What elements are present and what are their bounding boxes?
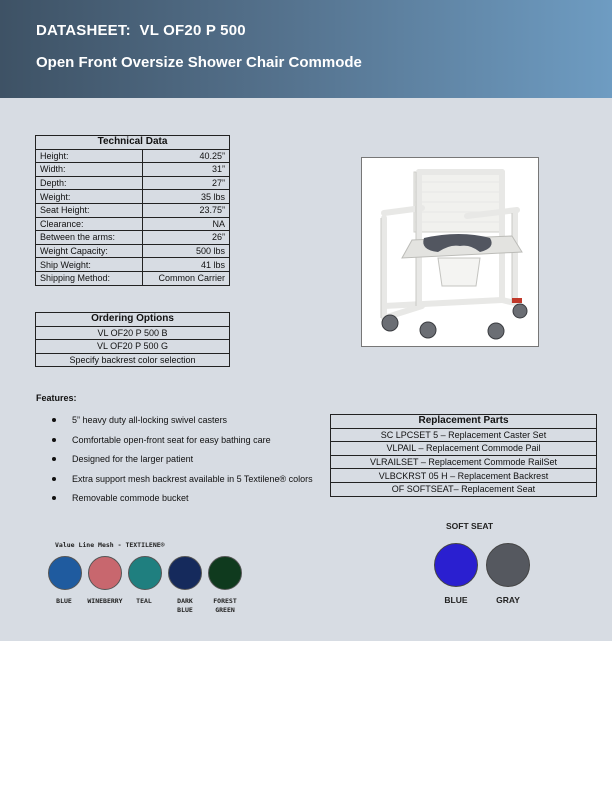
- replacement-part: VLPAIL – Replacement Commode Pail: [331, 442, 597, 456]
- mesh-colors-title: Value Line Mesh - TEXTILENE®: [55, 541, 165, 549]
- table-row: [331, 455, 597, 469]
- swatch-label: DARK BLUE: [177, 597, 193, 614]
- swatch-forest-green: [208, 556, 242, 590]
- spec-label: Shipping Method:: [36, 271, 143, 285]
- spec-label: Weight:: [36, 190, 143, 204]
- table-row: [36, 244, 230, 258]
- header-banner: [0, 0, 612, 98]
- table-row: [36, 271, 230, 285]
- ordering-options-table: [35, 312, 230, 367]
- swatch-label: WINEBERRY: [87, 597, 123, 605]
- table-row: [331, 469, 597, 483]
- table-row: [36, 149, 230, 163]
- list-item: Extra support mesh backrest available in 5 Textilene® colors: [52, 473, 322, 485]
- swatch-label: TEAL: [136, 597, 152, 605]
- spec-value: 31”: [143, 163, 230, 177]
- replacement-part: VLBCKRST 05 H – Replacement Backrest: [331, 469, 597, 483]
- spec-label: Height:: [36, 149, 143, 163]
- spec-label: Ship Weight:: [36, 258, 143, 272]
- spec-value: 35 lbs: [143, 190, 230, 204]
- spec-label: Clearance:: [36, 217, 143, 231]
- swatch-wineberry: [88, 556, 122, 590]
- seat-color-blue: [434, 543, 478, 587]
- spec-value: 26”: [143, 231, 230, 245]
- replacement-parts-heading: Replacement Parts: [331, 415, 597, 429]
- table-row: [36, 231, 230, 245]
- shower-chair-illustration: [362, 158, 538, 346]
- spec-value: 41 lbs: [143, 258, 230, 272]
- table-row: [36, 176, 230, 190]
- replacement-part: SC LPCSET 5 – Replacement Caster Set: [331, 428, 597, 442]
- swatch-dark-blue: [168, 556, 202, 590]
- table-row: [36, 326, 230, 340]
- table-row: [36, 163, 230, 177]
- spec-value: 23.75”: [143, 203, 230, 217]
- table-row: [331, 482, 597, 496]
- spec-label: Depth:: [36, 176, 143, 190]
- ordering-options-heading: Ordering Options: [36, 313, 230, 327]
- table-row: [36, 353, 230, 367]
- table-row: [36, 258, 230, 272]
- product-photo: [361, 157, 539, 347]
- spec-value: 27”: [143, 176, 230, 190]
- replacement-part: VLRAILSET – Replacement Commode RailSet: [331, 455, 597, 469]
- order-option: VL OF20 P 500 B: [36, 326, 230, 340]
- list-item: 5” heavy duty all-locking swivel casters: [52, 414, 322, 426]
- features-list: [52, 414, 322, 512]
- table-row: [331, 428, 597, 442]
- table-row: [36, 203, 230, 217]
- swatch-teal: [128, 556, 162, 590]
- table-row: [331, 442, 597, 456]
- list-item: Designed for the larger patient: [52, 453, 322, 465]
- spec-label: Width:: [36, 163, 143, 177]
- soft-seat-title: SOFT SEAT: [446, 521, 494, 531]
- technical-data-heading: Technical Data: [36, 136, 230, 150]
- replacement-part: OF SOFTSEAT– Replacement Seat: [331, 482, 597, 496]
- seat-color-label: GRAY: [496, 595, 520, 605]
- seat-color-label: BLUE: [444, 595, 468, 605]
- swatch-blue: [48, 556, 82, 590]
- list-item: Comfortable open-front seat for easy bathing care: [52, 434, 322, 446]
- features-heading: Features:: [36, 393, 77, 403]
- table-row: [36, 190, 230, 204]
- table-row: [36, 217, 230, 231]
- table-row: [36, 340, 230, 354]
- spec-label: Seat Height:: [36, 203, 143, 217]
- spec-value: NA: [143, 217, 230, 231]
- order-option: Specify backrest color selection: [36, 353, 230, 367]
- technical-data-table: [35, 135, 230, 286]
- seat-color-gray: [486, 543, 530, 587]
- replacement-parts-table: [330, 414, 597, 497]
- spec-value: Common Carrier: [143, 271, 230, 285]
- spec-value: 40.25”: [143, 149, 230, 163]
- order-option: VL OF20 P 500 G: [36, 340, 230, 354]
- spec-label: Weight Capacity:: [36, 244, 143, 258]
- product-subtitle: Open Front Oversize Shower Chair Commode: [36, 54, 362, 71]
- spec-label: Between the arms:: [36, 231, 143, 245]
- datasheet-title: DATASHEET: VL OF20 P 500: [36, 22, 246, 39]
- swatch-label: BLUE: [56, 597, 72, 605]
- spec-value: 500 lbs: [143, 244, 230, 258]
- swatch-label: FOREST GREEN: [213, 597, 237, 614]
- list-item: Removable commode bucket: [52, 492, 322, 504]
